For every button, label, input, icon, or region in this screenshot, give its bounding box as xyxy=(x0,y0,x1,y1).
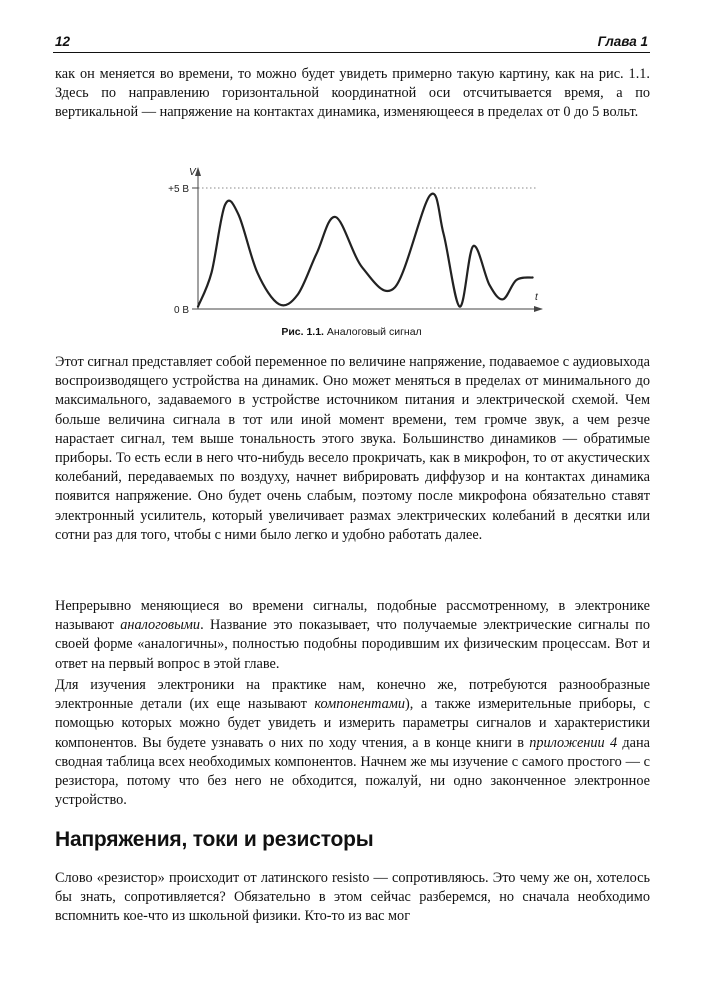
emphasis-reference: приложении 4 xyxy=(529,734,618,751)
figure-caption xyxy=(0,326,703,338)
y-tick-label-0v: 0 В xyxy=(173,305,189,316)
text-run: дана сводная таблица всех необходимых компонентов. Начнем же мы изучение с самого простого — с резистора, потому что без него не обходится, пожалуй, ни одно законченное электронное устройство. xyxy=(55,734,650,809)
figure-analog-signal xyxy=(150,160,560,320)
paragraph-analog xyxy=(55,597,650,674)
page-number: 12 xyxy=(55,34,71,49)
text-run: . Название это показывает, что получаемые электрические сигналы по своей форме «аналогичны», полностью подобны породившим их физическим процессам. Вот и ответ на первый вопрос в этой главе. xyxy=(55,617,650,672)
paragraph-text xyxy=(55,597,650,674)
caption-label: Рис. 1.1. xyxy=(281,326,324,338)
paragraph-text xyxy=(55,676,650,810)
paragraph-text: Этот сигнал представляет собой переменное по величине напряжение, подаваемое с аудиовыхода воспроизводящего устройства на динамик. Оно может меняться в пределах от минимального до максимального, задаваемого в устройстве источником питания и электрической схемой. Чем больше величина сигнала в тот или иной момент времени, тем громче звук, а чем резче нарастает сигнал, тем выше тональность этого звука. Большинство динамиков — обратимые приборы. То есть если в него что-нибудь весело прокричать, как в микрофон, то от акустических колебаний, передаваемых по воздуху, начнет вибрировать диффузор и на контактах динамика появится напряжение. Оно будет очень слабым, поэтому после микрофона обязательно ставят электронный усилитель, который увеличивает размах электрических колебаний в десятки или сотни раз для того, чтобы с ними было легко и удобно работать далее. xyxy=(55,354,650,543)
paragraph-signal xyxy=(55,353,650,545)
x-axis-label: t xyxy=(535,292,538,303)
paragraph-resistor xyxy=(55,869,650,927)
text-run: Непрерывно меняющиеся во времени сигналы, подобные рассмотренному, в электронике называют xyxy=(55,598,650,634)
section-heading: Напряжения, токи и резисторы xyxy=(55,828,374,851)
signal-line xyxy=(198,194,533,307)
paragraph-text: как он меняется во времени, то можно будет увидеть примерно такую картину, как на рис. 1.1. Здесь по направлению горизонтальной координатной оси отсчитывается время, а по вертикальной — напряжение на контактах динамика, изменяющееся в пределах от 0 до 5 вольт. xyxy=(55,66,650,121)
y-axis-arrow xyxy=(195,167,201,176)
paragraph-components xyxy=(55,676,650,810)
text-run: ), а также измерительные приборы, с помощью которых можно будет увидеть и измерить параметры сигналов и характеристики компонентов. Вы будете узнавать о них по ходу чтения, а в конце книги в xyxy=(55,696,650,751)
caption-text: Аналоговый сигнал xyxy=(323,326,422,338)
analog-signal-chart xyxy=(150,160,560,320)
y-tick-label-5v: +5 В xyxy=(168,184,189,195)
paragraph-intro xyxy=(55,65,650,123)
y-axis-label: V xyxy=(189,167,196,178)
paragraph-text: Слово «резистор» происходит от латинского resisto — сопротивляюсь. Это чему же он, хотелось бы знать, сопротивляется? Обязательно в этом сейчас разберемся, но сначала необходимо вспомнить кое-что из школьной физики. Кто-то из вас мог xyxy=(55,870,650,925)
running-header xyxy=(53,32,650,53)
text-run: Для изучения электроники на практике нам, конечно же, потребуются разнообразные электронные детали (их еще называют xyxy=(55,677,650,713)
x-axis-arrow xyxy=(534,306,543,312)
emphasis-term: аналоговыми xyxy=(120,617,201,634)
emphasis-term: компонентами xyxy=(314,696,406,713)
chapter-title: Глава 1 xyxy=(597,34,648,49)
